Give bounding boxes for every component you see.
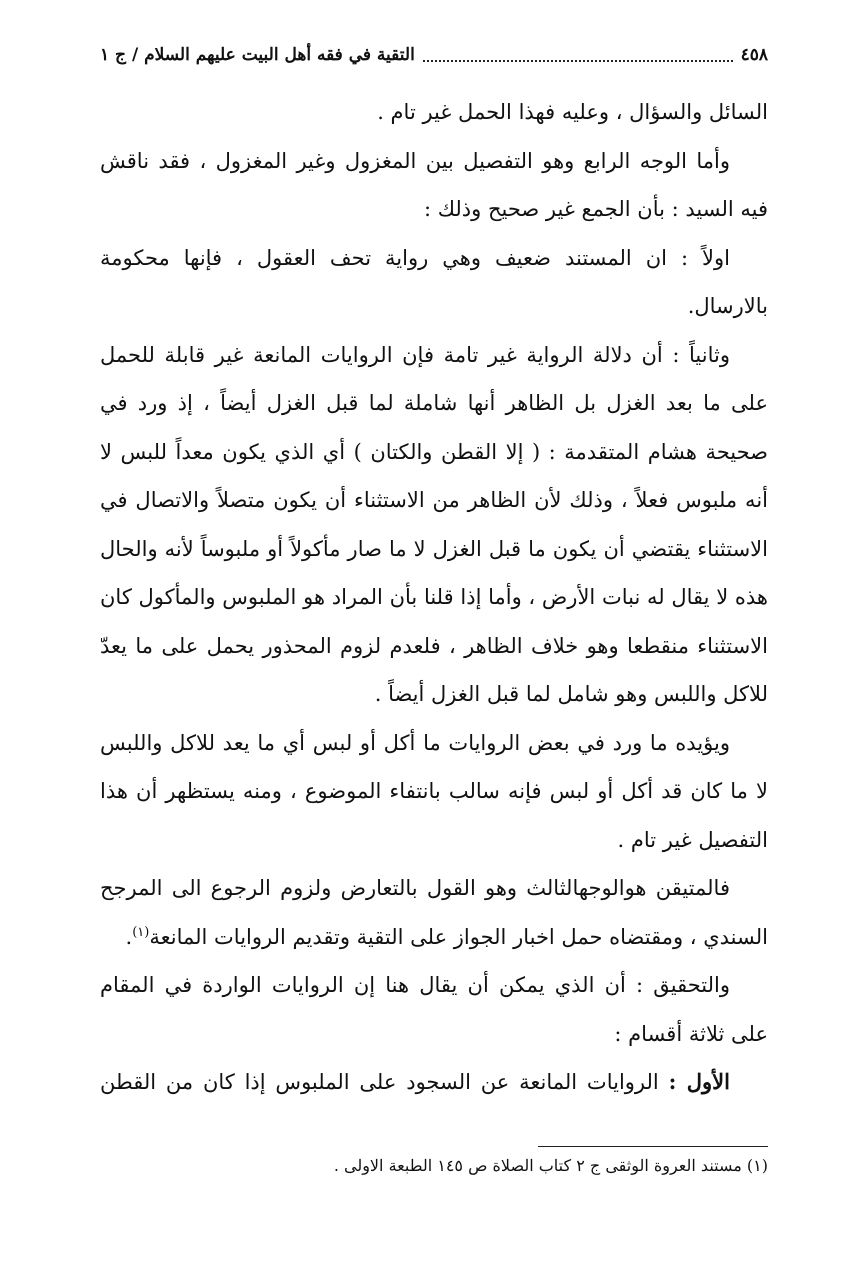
paragraph	[100, 1058, 768, 1107]
paragraph-with-footnote: فالمتيقن هوالوجهالثالث وهو القول بالتعارض ولزوم الرجوع الى المرجح السندي ، ومقتضاه حمل اخبار الجواز على التقية وتقديم الروايات المانعة$^{(١)}$.	[100, 876, 768, 949]
footnote-reference[interactable]: (١)	[132, 924, 150, 940]
paragraph-text: الروايات المانعة عن السجود على الملبوس إذا كان من القطن	[100, 1070, 659, 1094]
paragraph: والتحقيق : أن الذي يمكن أن يقال هنا إن الروايات الواردة في المقام على ثلاثة أقسام :	[100, 973, 768, 1046]
main-text	[100, 88, 768, 1107]
page-number: ٤٥٨	[740, 45, 768, 65]
running-header	[100, 38, 768, 72]
section-label: الأول :	[668, 1069, 730, 1094]
paragraph: اولاً : ان المستند ضعيف وهي رواية تحف العقول ، فإنها محكومة بالارسال.	[100, 245, 768, 318]
paragraph-text: فالمتيقن هوالوجهالثالث وهو القول بالتعارض ولزوم الرجوع الى المرجح السندي ، ومقتضاه حمل اخبار الجواز على التقية وتقديم الروايات المانعة	[100, 876, 768, 949]
footnote-separator	[538, 1146, 768, 1147]
paragraph: وأما الوجه الرابع وهو التفصيل بين المغزول وغير المغزول ، فقد ناقش فيه السيد : بأن الجمع غير صحيح وذلك :	[100, 148, 768, 221]
running-title: التقية في فقه أهل البيت عليهم السلام / ج ١	[100, 45, 415, 65]
paragraph: وثانياً : أن دلالة الرواية غير تامة فإن الروايات المانعة غير قابلة للحمل على ما بعد الغزل بل الظاهر أنها شاملة لما قبل الغزل أيضاً ، إذ ورد في صحيحة هشام المتقدمة : ( إلا القطن والكتان ) أي الذي يكون معداً للبس لا أنه ملبوس فعلاً ، وذلك لأن الظاهر من الاستثناء أن يكون متصلاً والاتصال في الاستثناء يقتضي أن يكون ما قبل الغزل لا ما صار مأكولاً أو ملبوساً لأنه والحال هذه لا يقال له نبات الأرض ، وأما إذا قلنا بأن المراد هو الملبوس والمأكول كان الاستثناء منقطعا وهو خلاف الظاهر ، فلعدم لزوم المحذور يحمل على ما يعدّ للاكل واللبس وهو شامل لما قبل الغزل أيضاً .	[100, 342, 768, 706]
paragraph: ويؤيده ما ورد في بعض الروايات ما أكل أو لبس أي ما يعد للاكل واللبس لا ما كان قد أكل أو لبس فإنه سالب بانتفاء الموضوع ، ومنه يستظهر أن هذا التفصيل غير تام .	[100, 730, 768, 852]
paragraph: السائل والسؤال ، وعليه فهذا الحمل غير تام .	[377, 100, 768, 124]
footnote: (١) مستند العروة الوثقى ج ٢ كتاب الصلاة ص ١٤٥ الطبعة الاولى .	[333, 1156, 768, 1175]
header-dot-leader	[423, 60, 733, 62]
